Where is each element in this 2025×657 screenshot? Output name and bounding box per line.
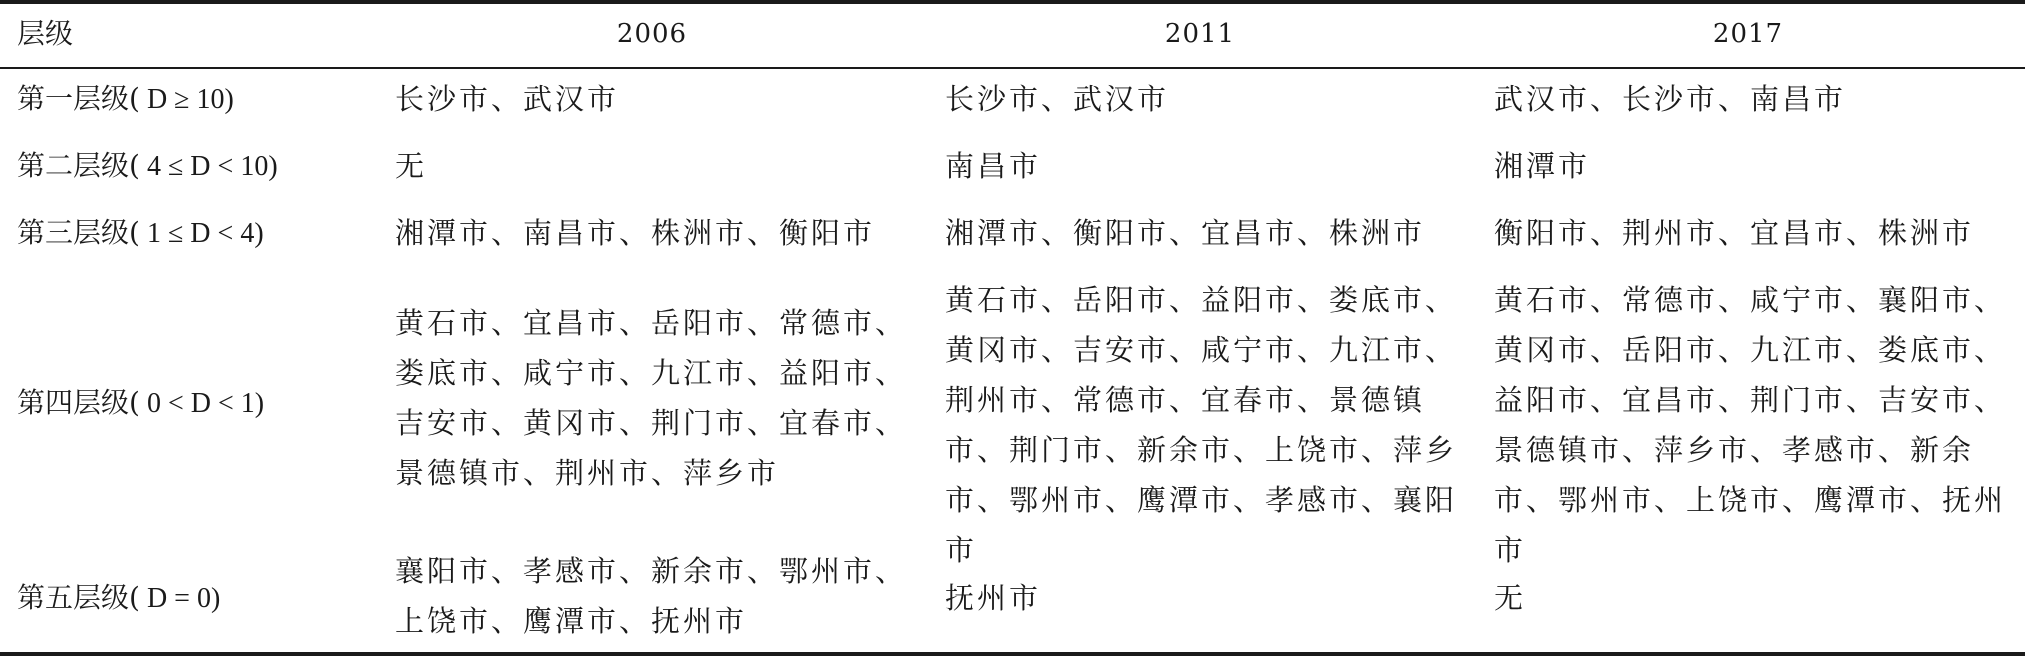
table-header-rule — [0, 67, 2025, 69]
row-label-prefix: 第四层级( — [17, 386, 140, 419]
table-cell-2006: 襄阳市、孝感市、新余市、鄂州市、上饶市、鹰潭市、抚州市 — [395, 554, 908, 638]
row-label-math: 1 ≤ D < 4) — [139, 218, 264, 249]
row-label-level-5 — [17, 578, 220, 619]
row-label-math: D ≥ 10) — [139, 84, 234, 115]
table-cell-2006: 黄石市、宜昌市、岳阳市、常德市、娄底市、咸宁市、九江市、益阳市、吉安市、黄冈市、荆门市、宜春市、景德镇市、荆州市、萍乡市 — [395, 306, 908, 490]
table-bottom-rule — [0, 652, 2025, 656]
table-cell-2011: 黄石市、岳阳市、益阳市、娄底市、黄冈市、吉安市、咸宁市、九江市、荆州市、常德市、宜春市、景德镇市、荆门市、新余市、上饶市、萍乡市、鄂州市、鹰潭市、孝感市、襄阳市 — [945, 283, 1458, 567]
table-cell-2011: 抚州市 — [945, 581, 1042, 615]
header-year-2017: 2017 — [1712, 19, 1784, 49]
row-label-prefix: 第三层级( — [17, 216, 140, 249]
table-cell-2017: 衡阳市、荆州市、宜昌市、株洲市 — [1494, 216, 1975, 250]
header-year-2006: 2006 — [616, 19, 688, 49]
row-label-prefix: 第一层级( — [17, 82, 140, 115]
table-cell-2011: 湘潭市、衡阳市、宜昌市、株洲市 — [945, 216, 1426, 250]
table-cell-2017: 湘潭市 — [1494, 149, 1591, 183]
table-cell-2006: 无 — [395, 149, 428, 183]
row-label-prefix: 第五层级( — [17, 581, 140, 614]
row-label-level-4 — [17, 383, 264, 424]
table-cell-2017: 武汉市、长沙市、南昌市 — [1494, 82, 1847, 116]
table-cell-2011: 南昌市 — [945, 149, 1042, 183]
header-level: 层级 — [17, 17, 74, 50]
row-label-prefix: 第二层级( — [17, 149, 140, 182]
row-label-level-1 — [17, 79, 234, 120]
table-cell-2011: 长沙市、武汉市 — [945, 82, 1170, 116]
table-top-rule — [0, 0, 2025, 4]
table-cell-2006: 湘潭市、南昌市、株洲市、衡阳市 — [395, 216, 876, 250]
row-label-level-2 — [17, 146, 278, 187]
row-label-math: 0 < D < 1) — [139, 388, 265, 419]
table-cell-2006: 长沙市、武汉市 — [395, 82, 620, 116]
row-label-math: 4 ≤ D < 10) — [139, 151, 278, 182]
header-year-2011: 2011 — [1164, 19, 1236, 49]
row-label-level-3 — [17, 213, 264, 254]
table-cell-2017: 黄石市、常德市、咸宁市、襄阳市、黄冈市、岳阳市、九江市、娄底市、益阳市、宜昌市、荆门市、吉安市、景德镇市、萍乡市、孝感市、新余市、鄂州市、上饶市、鹰潭市、抚州市 — [1494, 283, 2007, 567]
table-cell-2017: 无 — [1494, 581, 1527, 615]
row-label-math: D = 0) — [139, 583, 221, 614]
